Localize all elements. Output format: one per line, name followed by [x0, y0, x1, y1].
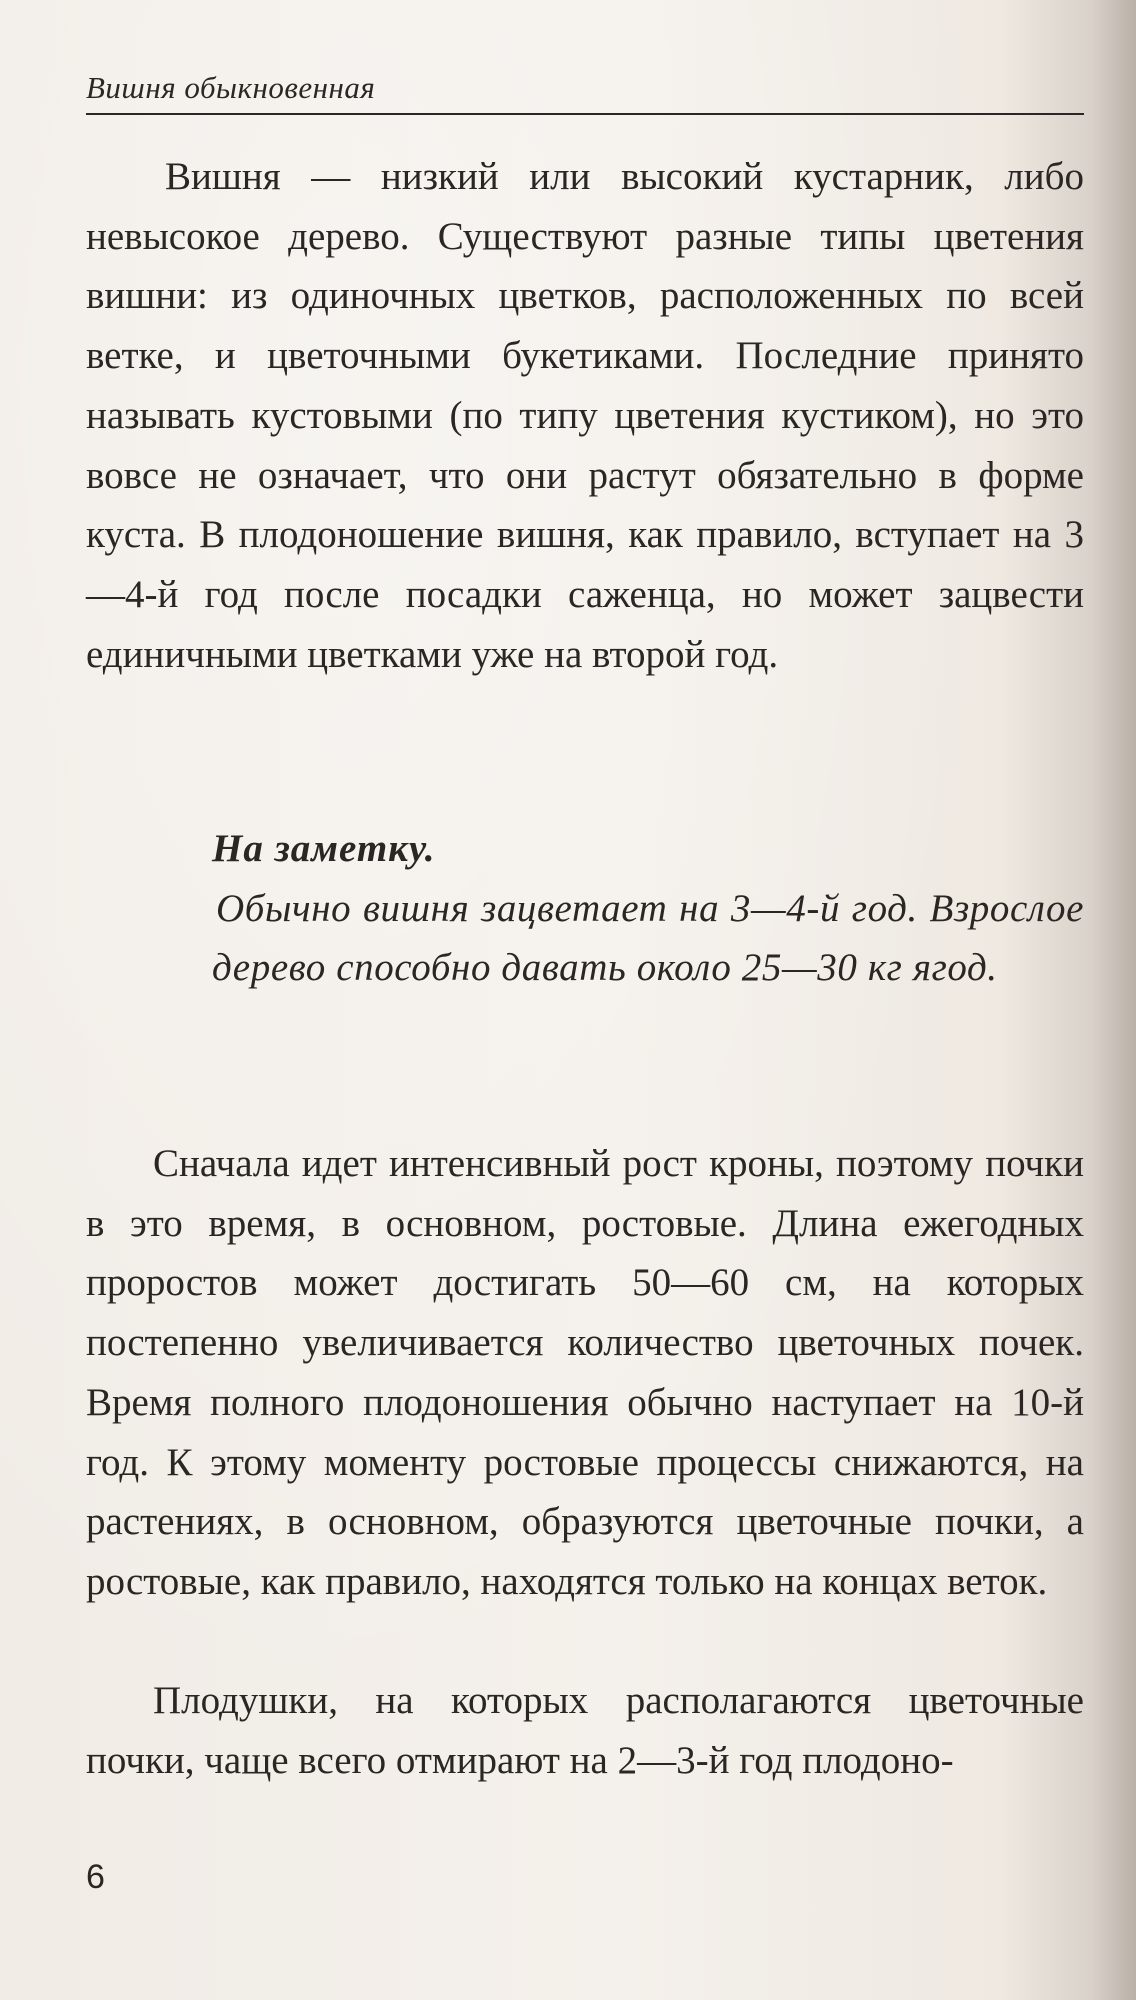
header-divider: [86, 113, 1084, 115]
note-text: Обычно вишня зацветает на 3—4-й год. Взрослое дерево способно давать около 25—30 кг ягод.: [212, 886, 1084, 990]
paragraph-fruiting-spurs: Плодушки, на которых располагаются цветочные почки, чаще всего отмирают на 2—3-й год плодоно-: [86, 1679, 1084, 1782]
paragraph-growth: Сначала идет интенсивный рост кроны, поэтому почки в это время, в основном, ростовые. Длина ежегодных проростов может достигать 50—60 см, на которых постепенно увеличивается количество цветочных почек. Время полного плодоношения обычно наступает на 10-й год. К этому моменту ростовые процессы снижаются, на растениях, в основном, образуются цветочные почки, а ростовые, как правило, находятся только на концах веток.: [86, 1142, 1084, 1603]
note-title: На заметку.: [212, 827, 436, 870]
note-box: [212, 819, 1084, 998]
running-head: Вишня обыкновенная: [86, 70, 376, 105]
page-number: 6: [86, 1858, 105, 1896]
paragraph-intro: Вишня — низкий или высокий кустарник, либо невысокое дерево. Существуют разные типы цветения вишни: из одиночных цветков, расположенных по всей ветке, и цветочными букетиками. Последние принято называть кустовыми (по типу цветения кустиком), но это вовсе не означает, что они растут обязательно в форме куста. В плодоношение вишня, как правило, вступает на 3—4-й год после посадки саженца, но может зацвести единичными цветками уже на второй год.: [86, 155, 1084, 676]
